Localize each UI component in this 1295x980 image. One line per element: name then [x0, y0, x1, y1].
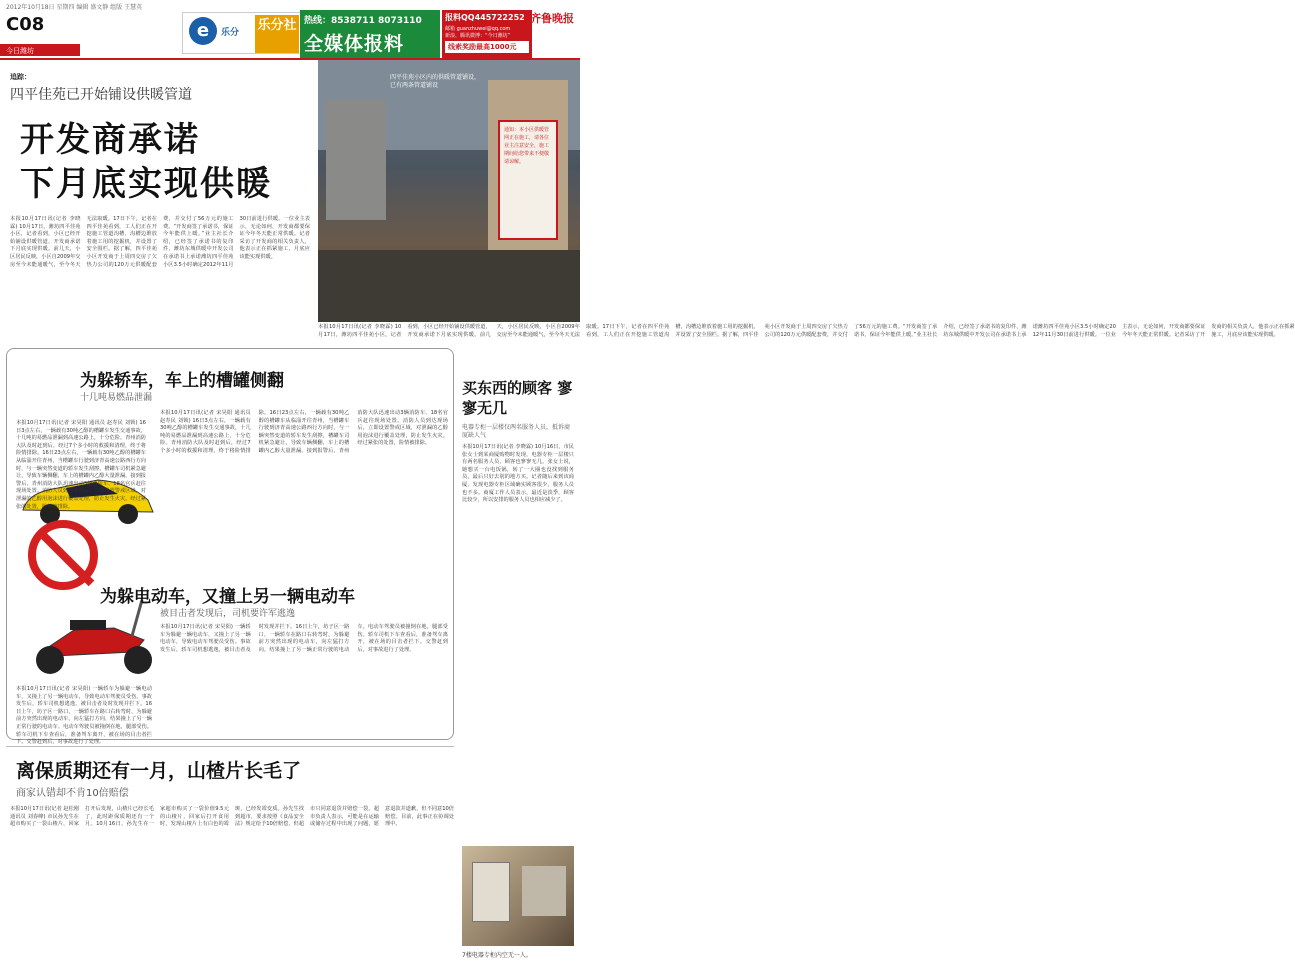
- article5-subtitle: 电器专柜一层楼仅两名服务人员，抵诉商厦缺人气: [462, 424, 571, 439]
- hotline-banner: [300, 10, 440, 58]
- article4-subtitle: 商家认错却不肯10倍赔偿: [16, 788, 129, 799]
- section-label: 今日潍坊: [0, 44, 80, 56]
- article4-body: 本报10月17日讯(记者 赵松刚 通讯员 刘春峰) 市民孙先生在超市购买了一袋山楂片，回家打开后发现，山楂片已经长毛了，此时距保质期还有一个月。10月16日，孙先生在一家超市购买了一袋价值9.5元的山楂片，回家后打开食用时，发现山楂片上有白色的霉斑，已经发霉变质。孙先生找到超市，要求按照《食品安全法》规定给予10倍赔偿，但超市只同意退货并赔偿一袋。超市负责人表示，可能是在运输或储存过程中出现了问题，愿意退款并道歉，但不同意10倍赔偿。目前，此事正在协调处理中。: [10, 806, 454, 828]
- article1-photo: [318, 60, 580, 322]
- article1-title-2: 下月底实现供暖: [20, 164, 272, 204]
- article1-subtitle: 四平佳苑已开始铺设供暖管道: [10, 87, 192, 103]
- article4-title: 离保质期还有一月，山楂片长毛了: [16, 760, 302, 782]
- article3-body: 本报10月17日讯(记者 宋昊阳) 一辆轿车为躲避一辆电动车，又撞上了另一辆电动车，导致电动车驾驶员受伤。事故发生后，轿车司机想逃逸，被目击者及时发现并拦下。16日上午，坊子区一路口，一辆轿车在路口右转弯时，为躲避前方突然出现的电动车，向左猛打方向，结果撞上了另一辆正常行驶的电动车。电动车驾驶员被撞倒在地，腿部受伤。轿车司机下车查看后，准备驾车离开，被在场的目击者拦下。交警赶到后，对事故进行了处理。: [160, 624, 448, 653]
- article5-title: 买东西的顾客 寥寥无几: [462, 379, 573, 417]
- article3-body-lead: 本报10月17日讯(记者 宋昊阳) 一辆轿车为躲避一辆电动车，又撞上了另一辆电动车，导致电动车驾驶员受伤。事故发生后，轿车司机想逃逸，被目击者及时发现并拦下。16日上午，坊子区一路口，一辆轿车在路口右转弯时，为躲避前方突然出现的电动车，向左猛打方向，结果撞上了另一辆正常行驶的电动车。电动车驾驶员被撞倒在地，腿部受伤。轿车司机下车查看后，准备驾车离开，被在场的目击者拦下。交警赶到后，对事故进行了处理。: [16, 686, 152, 746]
- article2-body: 本报10月17日讯(记者 宋昊阳 通讯员 赵寿民 刘锁) 16日3点左右，一辆载有30吨乙醇的槽罐车发生交通事故，十几吨的易燃品泄漏到高速公路上，十分危险。青州消防大队及时赶到后，经过7个多小时的救援和清理，终于将险情排除。16日23点左右，一辆载有30吨乙醇的槽罐车从临淄开往青州，当槽罐车行驶到济青高速公路西行方向时，与一辆突然变道的轿车发生刮擦，槽罐车司机紧急避让，导致车辆侧翻，车上的槽罐内乙醇大量泄漏。接到报警后，青州消防大队迅速出动3辆消防车、18名官兵赶往现场处置。消防人员到达现场后，立即设置警戒区域，对泄漏的乙醇用泡沫进行覆盖处理，防止发生火灾。经过紧张的处置，险情被排除。: [160, 410, 448, 454]
- report-qq: 报料QQ445722252: [445, 13, 525, 22]
- masthead: 齐鲁晚报: [530, 12, 574, 25]
- page-number: C08: [6, 14, 45, 35]
- logo-badge: 乐分社: [255, 15, 299, 53]
- article1-body: 本报10月17日讯(记者 李晓霖) 10月17日，潍坊四平佳苑小区，记者看到，小区已经开始铺设供暖管道，开发商承诺下月底实现供暖。前几天，小区居民反映，小区自2009年交房至今未能通暖气，至今冬天无法取暖。17日下午，记者在四平佳苑看到，工人们正在开挖施工管道沟槽，沟槽边堆放着施工用的挖掘机，并设置了安全围栏。据了解，四平佳苑小区开发商于上周四交房了欠热力公司的120万元供暖配套费，并交付了56万元的施工费。“开发商签了承诺书，保证今年能供上暖。”业主社长介绍，已经签了承诺书的复印件，潍坊东城供暖中开发公司在承诺书上承诺潍坊四平佳苑小区3.5小时确定2012年11月30日前进行供暖。一位业主表示，无论如何，开发商都要保证今年冬天能正常供暖。记者采访了开发商的相关负责人，他表示正在抓紧施工，月底应该能实现供暖。: [10, 216, 310, 268]
- article2-subtitle: 十几吨易燃品泄漏: [80, 393, 153, 403]
- article4-divider: [6, 746, 454, 747]
- article2-title: 为躲轿车，车上的槽罐侧翻: [80, 371, 284, 391]
- report-info: [442, 10, 532, 58]
- notice-sign: 通知：本小区供暖管网正在施工，请各位业主注意安全，施工期间给您带来不便敬请谅解。: [498, 120, 558, 240]
- lefen-logo: [182, 12, 302, 54]
- prohibition-icon: [28, 520, 98, 590]
- report-reward: 线索奖励最高1000元: [445, 41, 529, 53]
- logo-icon: e: [189, 17, 217, 45]
- article5-body: 本报10月17日讯(记者 李晓霖) 10月16日，市民张女士到某商厦购物时发现，电器专柜一层楼只有两名服务人员，顾客也寥寥无几。张女士说，她想买一台电饭锅，转了一大圈也没找到服务员，最后只好去别的地方买。记者随后来到该商厦，发现电器专柜区域确实顾客很少，服务人员也不多。商厦工作人员表示，最近是淡季，顾客比较少，所以安排的服务人员也相应减少了。: [462, 444, 574, 504]
- counter: [522, 866, 566, 916]
- building: [326, 100, 386, 220]
- article2-body-lead: 本报10月17日讯(记者 宋昊阳 通讯员 赵寿民 刘锁) 16日3点左右，一辆载有30吨乙醇的槽罐车发生交通事故，十几吨的易燃品泄漏到高速公路上，十分危险。青州消防大队及时赶到后，经过7个多小时的救援和清理，终于将险情排除。16日23点左右，一辆载有30吨乙醇的槽罐车从临淄开往青州，当槽罐车行驶到济青高速公路西行方向时，与一辆突然变道的轿车发生刮擦，槽罐车司机紧急避让，导致车辆侧翻，车上的槽罐内乙醇大量泄漏。接到报警后，青州消防大队迅速出动3辆消防车、18名官兵赶往现场处置。消防人员到达现场后，立即设置警戒区域，对泄漏的乙醇用泡沫进行覆盖处理，防止发生火灾。经过紧张的处置，险情被排除。: [16, 420, 146, 510]
- hotline-slogan: 全媒体报料: [304, 33, 405, 55]
- ground: [318, 250, 580, 322]
- photo-caption: 四平佳苑小区内的供暖管道铺设，已有两条管道铺设: [390, 74, 481, 89]
- logo-text: 乐分: [221, 28, 240, 38]
- shelf: [472, 862, 510, 922]
- article1-kicker: 追踪：: [10, 73, 31, 81]
- article3-subtitle: 被目击者发现后，司机要许军逃逸: [160, 609, 296, 619]
- article5-photo: [462, 846, 574, 946]
- article3-title: 为躲电动车，又撞上另一辆电动车: [100, 587, 355, 607]
- report-weibo: 新浪、腾讯微博：“今日潍坊”: [445, 33, 511, 39]
- article5-photo-caption: 7楼电器专柜内空无一人。: [462, 952, 532, 959]
- hotline-numbers: 热线：8538711 8073110: [304, 16, 422, 26]
- article1-title-1: 开发商承诺: [20, 120, 200, 160]
- prohibition-slash: [38, 530, 95, 587]
- date-line: 2012年10月18日 星期四 编辑 盛文静 组版 王慧英: [6, 4, 143, 11]
- report-email: 邮箱 guanzhuwei@qq.com: [445, 26, 511, 32]
- article1-body-cont: 本报10月17日讯(记者 李晓霖) 10月17日，潍坊四平佳苑小区，记者看到，小区已经开始铺设供暖管道，开发商承诺下月底实现供暖。前几天，小区居民反映，小区自2009年交房至今未能通暖气，至今冬天无法取暖。17日下午，记者在四平佳苑看到，工人们正在开挖施工管道沟槽，沟槽边堆放着施工用的挖掘机，并设置了安全围栏。据了解，四平佳苑小区开发商于上周四交房了欠热力公司的120万元供暖配套费，并交付了56万元的施工费。“开发商签了承诺书，保证今年能供上暖。”业主社长介绍，已经签了承诺书的复印件，潍坊东城供暖中开发公司在承诺书上承诺潍坊四平佳苑小区3.5小时确定2012年11月30日前进行供暖。一位业主表示，无论如何，开发商都要保证今年冬天能正常供暖。记者采访了开发商的相关负责人，他表示正在抓紧施工，月底应该能实现供暖。: [318, 324, 1295, 338]
